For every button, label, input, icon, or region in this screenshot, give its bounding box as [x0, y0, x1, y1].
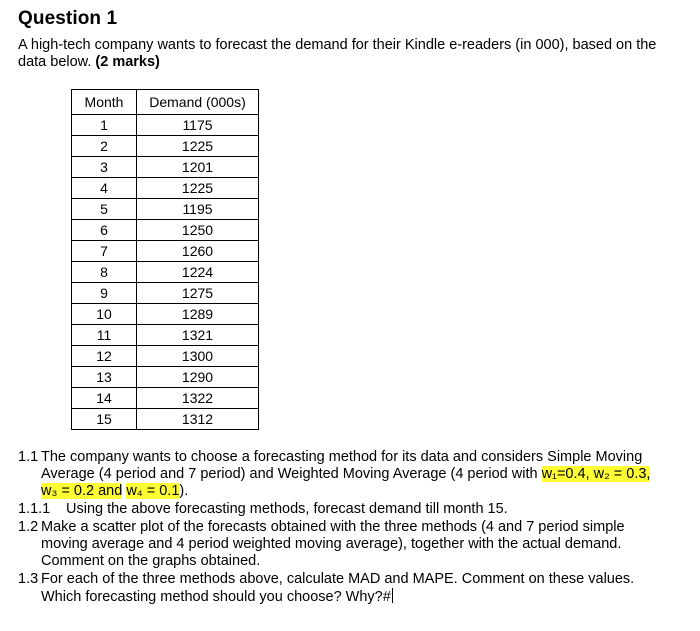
month-cell: 4	[72, 178, 137, 199]
table-header-row	[72, 90, 259, 115]
demand-cell: 1201	[137, 157, 259, 178]
table-row	[72, 262, 259, 283]
demand-cell: 1322	[137, 388, 259, 409]
table-row	[72, 346, 259, 367]
month-cell: 2	[72, 136, 137, 157]
demand-cell: 1224	[137, 262, 259, 283]
demand-cell: 1312	[137, 409, 259, 430]
demand-cell: 1225	[137, 136, 259, 157]
question-text-end: ).	[179, 483, 189, 499]
demand-table	[71, 89, 259, 430]
demand-cell: 1250	[137, 220, 259, 241]
demand-cell: 1175	[137, 115, 259, 136]
month-cell: 9	[72, 283, 137, 304]
question-1-1-1	[18, 501, 670, 518]
demand-cell: 1225	[137, 178, 259, 199]
table-row	[72, 388, 259, 409]
month-cell: 1	[72, 115, 137, 136]
month-cell: 5	[72, 199, 137, 220]
column-header-demand: Demand (000s)	[137, 90, 259, 115]
month-cell: 10	[72, 304, 137, 325]
question-text: Make a scatter plot of the forecasts obtained with the three methods (4 and 7 period simple moving average and 4 period weighted moving average), together with the actual demand. Comment on the graphs obtained.	[41, 519, 625, 569]
month-cell: 15	[72, 409, 137, 430]
table-row	[72, 115, 259, 136]
questions-list	[18, 449, 670, 607]
question-number: 1.1	[18, 449, 39, 465]
question-text: The company wants to choose a forecasting method for its data and considers Simple Moving Average (4 period and 7 period) and Weighted Moving Average (4 period with	[41, 449, 643, 482]
month-cell: 14	[72, 388, 137, 409]
question-number: 1.3	[18, 571, 39, 587]
table-body	[72, 115, 259, 430]
question-number: 1.1.1	[18, 501, 51, 517]
question-1-1	[18, 449, 670, 500]
table-row	[72, 325, 259, 346]
column-header-month: Month	[72, 90, 137, 115]
demand-cell: 1289	[137, 304, 259, 325]
table-row	[72, 199, 259, 220]
table-row	[72, 367, 259, 388]
month-cell: 8	[72, 262, 137, 283]
table-row	[72, 241, 259, 262]
month-cell: 12	[72, 346, 137, 367]
table-row	[72, 220, 259, 241]
question-1-3	[18, 571, 670, 606]
demand-cell: 1195	[137, 199, 259, 220]
highlighted-weights: w₁=0.4, w₂ = 0.3, w₃ = 0.2 and	[41, 466, 651, 499]
month-cell: 13	[72, 367, 137, 388]
question-number: 1.2	[18, 519, 39, 535]
intro-text: A high-tech company wants to forecast the demand for their Kindle e-readers (in 000), based on the data below.	[18, 37, 657, 70]
table-row	[72, 409, 259, 430]
table-row	[72, 283, 259, 304]
question-intro	[18, 37, 678, 71]
question-text: Using the above forecasting methods, forecast demand till month 15.	[66, 501, 508, 517]
table-row	[72, 178, 259, 199]
question-title: Question 1	[18, 8, 118, 29]
demand-cell: 1260	[137, 241, 259, 262]
demand-cell: 1321	[137, 325, 259, 346]
table-row	[72, 136, 259, 157]
text-cursor	[392, 588, 393, 603]
marks-label: (2 marks)	[95, 54, 160, 70]
question-1-2	[18, 519, 670, 570]
demand-cell: 1275	[137, 283, 259, 304]
month-cell: 7	[72, 241, 137, 262]
highlighted-weight-4: w₄ = 0.1	[126, 483, 180, 499]
table-row	[72, 304, 259, 325]
table-row	[72, 157, 259, 178]
demand-cell: 1300	[137, 346, 259, 367]
month-cell: 6	[72, 220, 137, 241]
month-cell: 3	[72, 157, 137, 178]
demand-cell: 1290	[137, 367, 259, 388]
question-text: For each of the three methods above, calculate MAD and MAPE. Comment on these values. Which forecasting method should you choose? Why?#	[41, 571, 635, 605]
month-cell: 11	[72, 325, 137, 346]
